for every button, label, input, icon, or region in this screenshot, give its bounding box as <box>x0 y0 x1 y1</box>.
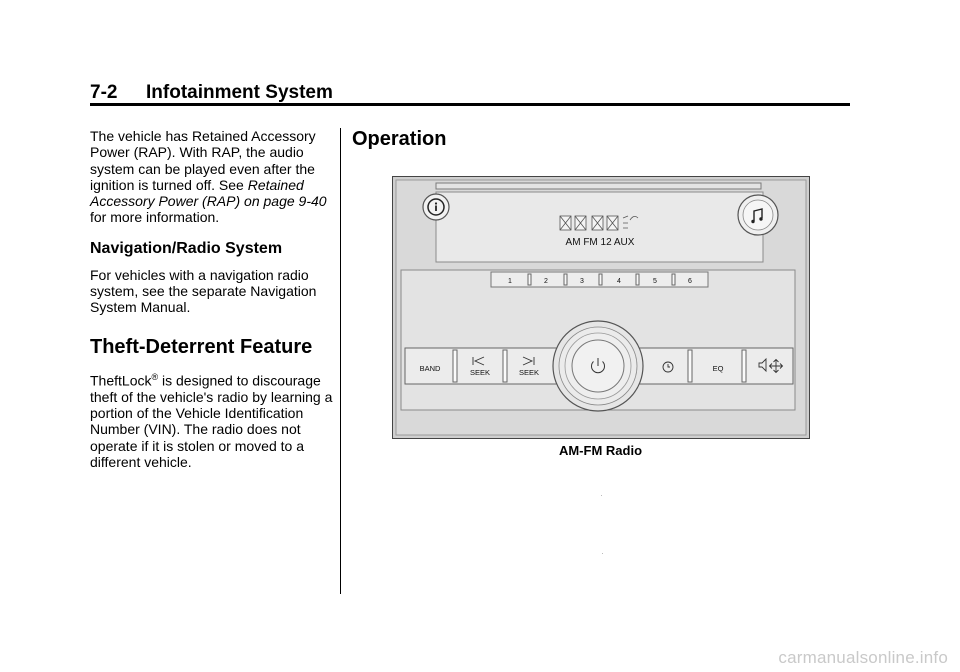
page-header <box>90 82 333 104</box>
info-button[interactable] <box>423 194 449 220</box>
nav-paragraph: For vehicles with a navigation radio system, see the separate Navigation System Manual. <box>90 266 317 316</box>
preset-3[interactable]: 3 <box>580 278 584 285</box>
left-column <box>90 128 336 470</box>
preset-5[interactable]: 5 <box>653 278 657 285</box>
scan-speck <box>601 495 602 496</box>
watermark: carmanualsonline.info <box>778 648 948 667</box>
preset-1[interactable]: 1 <box>508 278 512 285</box>
theft-text: is designed to discourage theft of the vehicle's radio by learning a portion of the Vehicle Identification Number (VIN). The radio does not operate if it is stolen or moved to a different vehicle. <box>90 372 333 470</box>
band-button[interactable]: BAND <box>419 364 441 373</box>
theftlock-brand: TheftLock <box>90 372 152 389</box>
theft-heading: Theft-Deterrent Feature <box>90 335 313 358</box>
rap-text-after: for more information. <box>90 209 220 226</box>
figure-caption: AM-FM Radio <box>558 443 643 458</box>
preset-2[interactable]: 2 <box>544 278 548 285</box>
header-rule <box>90 103 850 106</box>
rap-cross-reference[interactable]: Retained Accessory Power (RAP) on page 9-40 <box>90 176 327 210</box>
page-number: 7-2 <box>90 82 118 103</box>
radio-illustration <box>392 176 810 439</box>
display-text: AM FM 12 AUX <box>565 237 635 248</box>
preset-4[interactable]: 4 <box>617 278 621 285</box>
rap-paragraph <box>90 128 336 226</box>
music-button[interactable] <box>738 195 778 235</box>
preset-6[interactable]: 6 <box>688 278 692 285</box>
nav-heading: Navigation/Radio System <box>90 239 283 257</box>
power-volume-knob[interactable] <box>553 321 643 411</box>
rap-text: The vehicle has Retained Accessory Power (RAP). With RAP, the audio system can be played even after the ignition is turned off. See <box>90 128 316 193</box>
theft-paragraph <box>90 369 336 470</box>
operation-heading: Operation <box>352 128 447 150</box>
section-title: Infotainment System <box>146 82 333 103</box>
registered-mark: ® <box>151 371 159 382</box>
column-divider <box>340 128 341 594</box>
seek-back-label: SEEK <box>469 368 491 377</box>
seek-forward-label: SEEK <box>518 368 540 377</box>
scan-speck <box>602 553 603 554</box>
eq-button[interactable]: EQ <box>712 364 724 373</box>
cd-slot <box>436 183 761 189</box>
